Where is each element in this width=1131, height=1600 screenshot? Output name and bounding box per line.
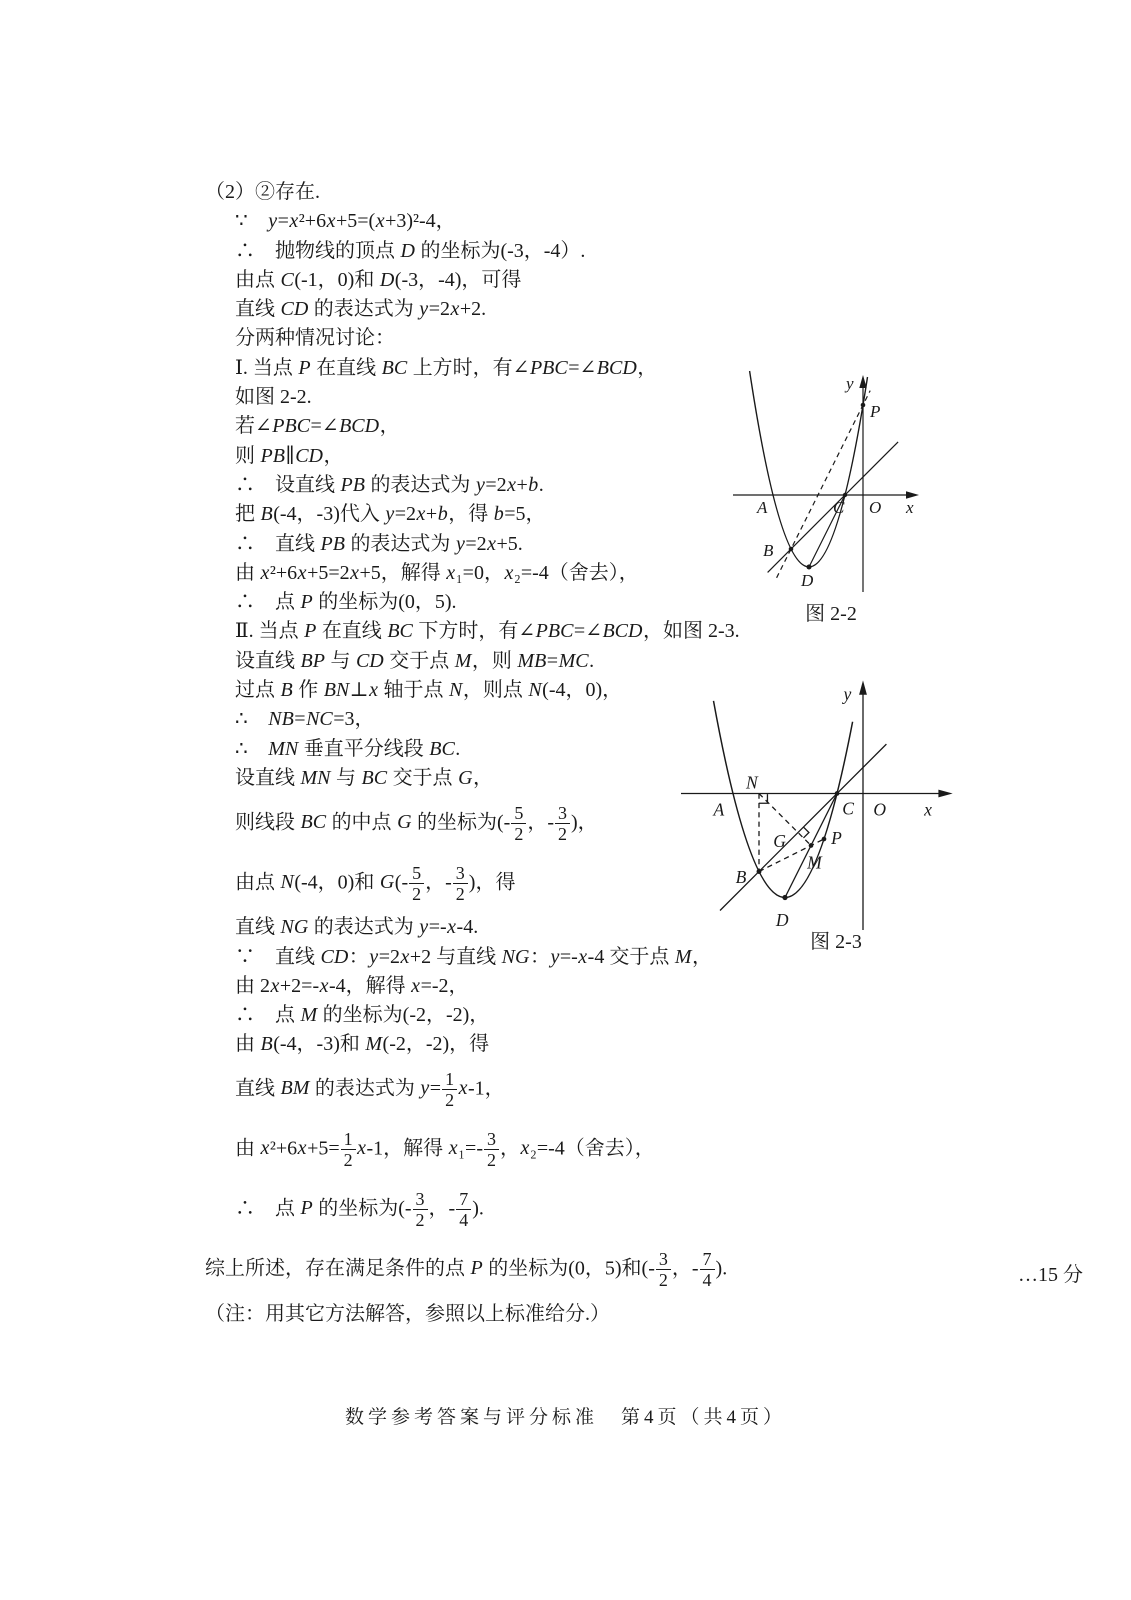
solution-line-text: 若∠PBC=∠BCD， [235,415,400,438]
label-N: N [746,772,758,793]
point-P [822,837,827,842]
point-M [809,843,814,848]
label-P: P [870,402,881,421]
solution-line-text: ∴ MN 垂直平分线段 BC. [235,737,461,760]
solution-line-6 [235,324,965,353]
solution-line-text: ∴ 点 P 的坐标为(0，5). [235,591,457,614]
solution-line-5 [235,295,965,324]
solution-line-text: Ⅱ. 当点 P 在直线 BC 下方时，有∠PBC=∠BCD，如图 2-3. [235,620,740,643]
point-B [789,547,794,552]
label-P: P [831,828,842,849]
label-y: y [843,683,852,704]
parabola-curve [750,371,868,567]
figure-2-2-caption: 图 2-2 [805,603,857,625]
score-note: …15 分 [1018,1264,1083,1286]
label-G: G [773,830,786,851]
label-O: O [869,498,882,517]
y-axis-arrow-icon [859,680,867,694]
solution-line-text: （注：用其它方法解答，参照以上标准给分.） [205,1302,610,1325]
solution-line-text: 由 x²+6x+5=2x+5，解得 x₁=0，x₂=-4（舍去）， [235,561,639,584]
x-axis-arrow-icon [938,790,952,798]
solution-line-28 [235,1030,965,1059]
label-A: A [713,799,725,820]
point-P [861,403,866,408]
label-M: M [807,852,822,873]
solution-line-text: 直线 BM 的表达式为 y= $\frac{1}{2}$ x-1， [235,1069,505,1111]
solution-line-text: 由 2x+2=-x-4，解得 x=-2， [235,974,469,997]
label-D: D [801,571,814,590]
label-A: A [757,498,768,517]
solution-line-text: Ⅰ. 当点 P 在直线 BC 上方时，有∠PBC=∠BCD， [235,356,658,379]
solution-line-text: 设直线 MN 与 BC 交于点 G， [235,766,494,789]
solution-line-30 [235,1120,965,1180]
figure-2-2-graph [713,355,943,620]
solution-line-text: 由 x²+6x+5= $\frac{1}{2}$ x-1，解得 x₁=- $\frac{3}{2}$ ，x₂=-4（舍去）， [235,1129,655,1171]
solution-line-text: （2）②存在. [205,181,320,203]
label-y: y [846,374,854,393]
label-C: C [842,798,854,819]
solution-line-text: 如图 2-2. [235,386,312,409]
label-B: B [735,867,747,888]
solution-line-31 [235,1180,965,1240]
solution-line-4 [235,266,965,295]
solution-line-33 [205,1300,965,1329]
label-B: B [763,541,774,560]
solution-line-text: 把 B(-4，-3)代入 y=2x+b，得 b=5， [235,503,546,526]
solution-line-text: ∴ 直线 PB 的表达式为 y=2x+5. [235,532,523,555]
solution-line-3 [235,237,965,266]
solution-line-text: ∴ 抛物线的顶点 D 的坐标为(-3，-4）. [235,239,586,262]
solution-line-text: ∴ 设直线 PB 的表达式为 y=2x+b. [235,473,544,496]
label-C: C [833,498,845,517]
solution-line-text: 由 B(-4，-3)和 M(-2，-2)，得 [235,1033,490,1056]
point-C [835,791,840,796]
solution-line-text: ∴ 点 M 的坐标为(-2，-2)， [235,1004,490,1027]
solution-line-text: 则 PB∥CD， [235,444,344,467]
solution-line-29 [235,1060,965,1120]
figure-2-3-caption: 图 2-3 [810,931,862,953]
solution-line-1 [205,178,965,207]
solution-line-text: ∴ 点 P 的坐标为(- $\frac{3}{2}$ ，- $\frac{7}{4}$ ). [235,1189,484,1231]
solution-line-text: 分两种情况讨论： [235,327,395,350]
label-D: D [775,910,789,931]
solution-line-text: ∴ NB=NC=3， [235,708,375,731]
solution-line-2 [235,207,965,236]
label-x: x [906,498,914,517]
solution-line-text: 直线 NG 的表达式为 y=-x-4. [235,916,479,939]
solution-line-text: 过点 B 作 BN⊥x 轴于点 N，则点 N(-4，0)， [235,679,623,702]
label-x: x [924,799,932,820]
solution-line-text: 由点 N(-4，0)和 G(- $\frac{5}{2}$ ，- $\frac{3}{2}$ )，得 [235,862,516,904]
label-O: O [873,799,887,820]
solution-line-text: ∵ 直线 CD：y=2x+2 与直线 NG：y=-x-4 交于点 M， [235,945,713,968]
solution-line-26 [235,972,965,1001]
point-C [843,493,847,497]
solution-line-text: 设直线 BP 与 CD 交于点 M，则 MB=MC. [235,649,595,672]
solution-line-text: 综上所述，存在满足条件的点 P 的坐标为(0，5)和(- $\frac{3}{2}$ ，- $\frac{7}{4}$ ). [205,1249,728,1291]
solution-line-text: 由点 C(-1，0)和 D(-3，-4)，可得 [235,268,522,291]
page-footer: 数学参考答案与评分标准 第4页（共4页） [344,1407,786,1428]
solution-line-text: 则线段 BC 的中点 G 的坐标为(- $\frac{5}{2}$ ，- $\frac{3}{2}$ )， [235,802,598,844]
solution-line-text: ∵ y=x²+6x+5=(x+3)²-4， [235,210,456,233]
solution-line-text: 直线 CD 的表达式为 y=2x+2. [235,298,487,321]
point-D [782,895,787,900]
solution-line-27 [235,1001,965,1030]
point-D [807,565,812,570]
right-angle-mark-G [803,827,808,838]
point-B [757,869,762,874]
solution-line-32 [205,1240,965,1300]
